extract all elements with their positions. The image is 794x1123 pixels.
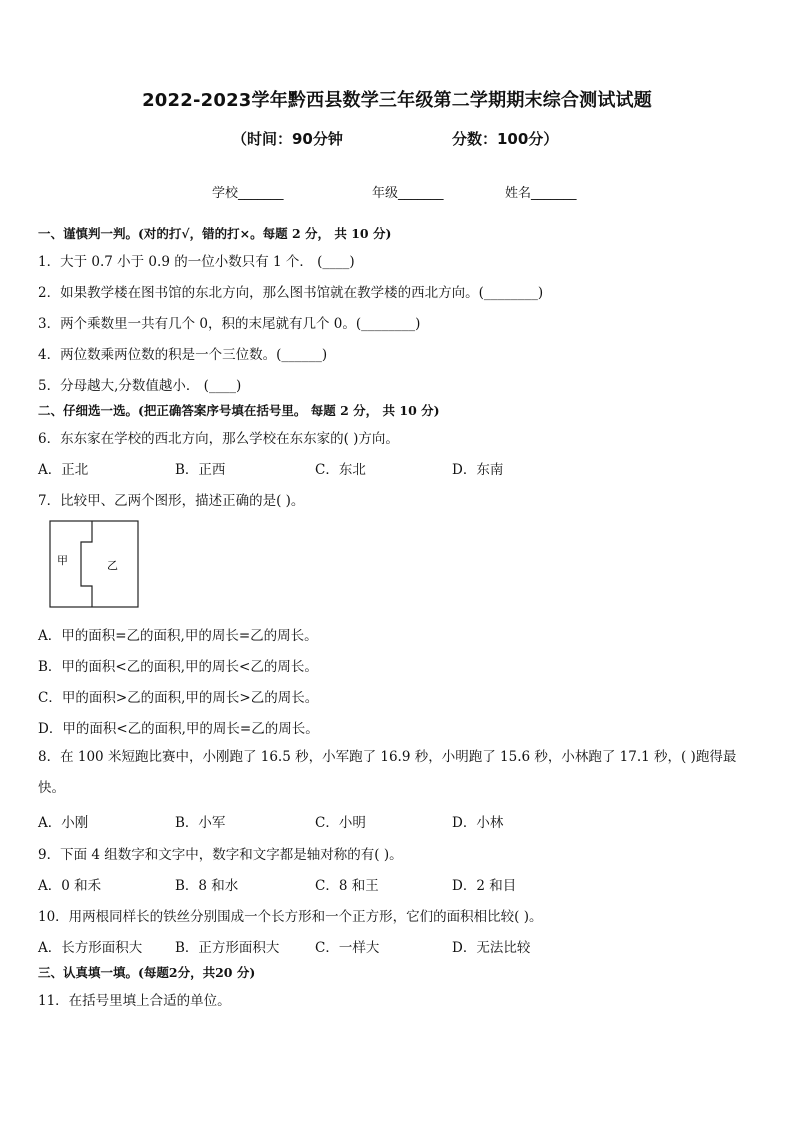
question-9: 9．下面 4 组数字和文字中，数字和文字都是轴对称的有( )。 (38, 847, 403, 863)
q7-option-b: B．甲的面积<乙的面积,甲的周长<乙的周长。 (38, 659, 318, 675)
q8-option-b: B．小军 (175, 815, 226, 831)
figure-label-yi: 乙 (107, 559, 118, 572)
question-8: 8．在 100 米短跑比赛中，小刚跑了 16.5 秒，小军跑了 16.9 秒，小明跑了 15.6 秒，小林跑了 17.1 秒，( )跑得最快。 (38, 749, 737, 796)
q7-option-c: C．甲的面积>乙的面积,甲的周长>乙的周长。 (38, 690, 319, 706)
question-3: 3．两个乘数里一共有几个 0，积的末尾就有几个 0。(________) (38, 316, 421, 332)
q6-option-c: C．东北 (315, 462, 366, 478)
name-field: 姓名_______ (505, 186, 577, 201)
q8-option-c: C．小明 (315, 815, 366, 831)
q6-option-b: B．正西 (175, 462, 226, 478)
q6-option-d: D．东南 (452, 462, 504, 478)
q9-option-c: C．8 和王 (315, 878, 379, 894)
figure-divider-line (81, 521, 92, 607)
q9-option-d: D．2 和目 (452, 878, 517, 894)
question-5: 5．分母越大,分数值越小． (____) (38, 378, 242, 394)
page-title: 2022-2023学年黔西县数学三年级第二学期期末综合测试试题 (142, 90, 652, 111)
question-11: 11．在括号里填上合适的单位。 (38, 993, 231, 1009)
figure-label-jia: 甲 (57, 554, 68, 567)
school-field: 学校_______ (212, 186, 284, 201)
q10-option-c: C．一样大 (315, 940, 380, 956)
question-4: 4．两位数乘两位数的积是一个三位数。(______) (38, 347, 328, 363)
question-7: 7．比较甲、乙两个图形，描述正确的是( )。 (38, 493, 305, 509)
exam-score: 分数：100分） (452, 130, 559, 148)
question-1: 1．大于 0.7 小于 0.9 的一位小数只有 1 个． (____) (38, 254, 355, 270)
section-3-heading: 三、认真填一填。(每题2分，共20 分) (38, 965, 256, 980)
exam-time: （时间：90分钟 (232, 130, 343, 148)
grade-field: 年级_______ (372, 186, 444, 201)
q8-option-d: D．小林 (452, 815, 504, 831)
question-6: 6．东东家在学校的西北方向，那么学校在东东家的( )方向。 (38, 431, 399, 447)
q6-option-a: A．正北 (38, 462, 89, 478)
q7-option-d: D．甲的面积<乙的面积,甲的周长=乙的周长。 (38, 721, 319, 737)
q10-option-b: B．正方形面积大 (175, 940, 280, 956)
section-2-heading: 二、仔细选一选。(把正确答案序号填在括号里。 每题 2 分， 共 10 分) (38, 403, 440, 418)
q9-option-a: A．0 和禾 (38, 878, 102, 894)
q10-option-d: D．无法比较 (452, 940, 531, 956)
question-2: 2．如果教学楼在图书馆的东北方向，那么图书馆就在教学楼的西北方向。(________) (38, 285, 544, 301)
q10-option-a: A．长方形面积大 (38, 940, 143, 956)
q7-figure (49, 520, 141, 610)
q9-option-b: B．8 和水 (175, 878, 239, 894)
question-10: 10．用两根同样长的铁丝分别围成一个长方形和一个正方形，它们的面积相比较( )。 (38, 909, 543, 925)
q7-option-a: A．甲的面积=乙的面积,甲的周长=乙的周长。 (38, 628, 318, 644)
section-1-heading: 一、谨慎判一判。(对的打√，错的打×。每题 2 分， 共 10 分) (38, 226, 392, 241)
q8-option-a: A．小刚 (38, 815, 89, 831)
